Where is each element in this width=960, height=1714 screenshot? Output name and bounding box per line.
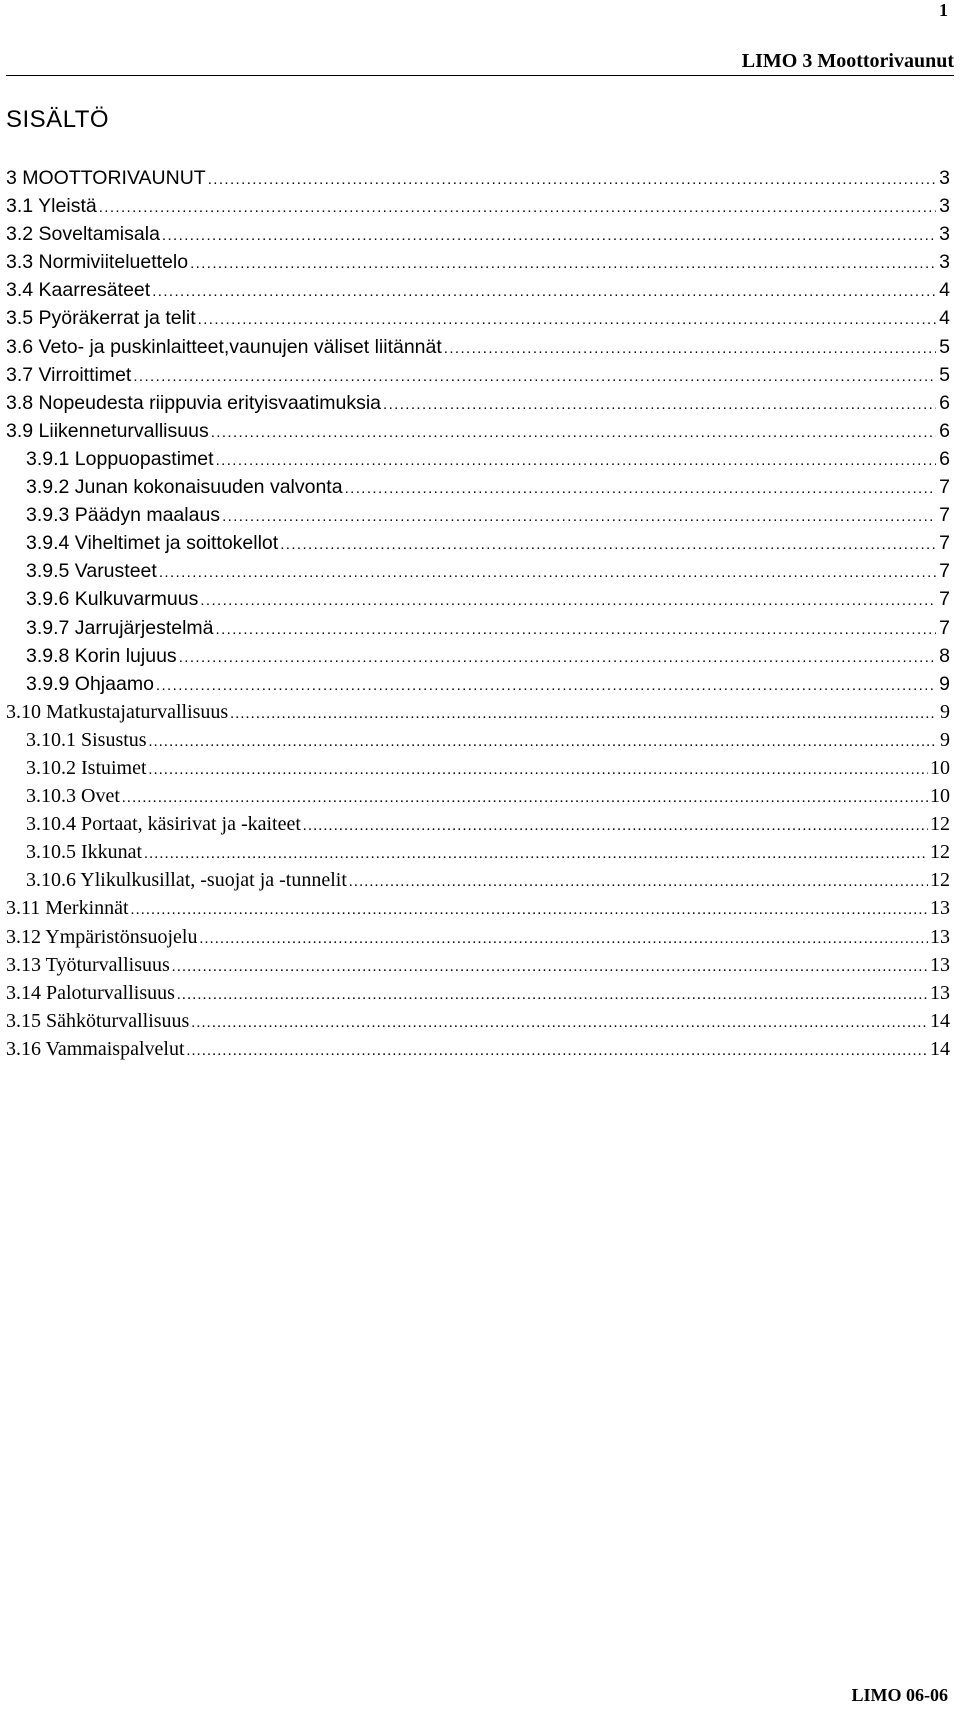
toc-entry[interactable] <box>6 192 950 220</box>
toc-entry[interactable] <box>6 1035 950 1063</box>
toc-entry-page: 7 <box>939 476 950 499</box>
toc-entry-page: 9 <box>940 700 950 723</box>
toc-entry[interactable] <box>6 361 950 389</box>
toc-entry-label: 3.10.2 Istuimet <box>26 756 147 779</box>
toc-entry[interactable] <box>6 923 950 951</box>
toc-entry-page: 5 <box>939 335 950 358</box>
toc-entry[interactable] <box>6 642 950 670</box>
toc-entry[interactable] <box>6 782 950 810</box>
toc-dot-leader <box>177 981 928 1009</box>
toc-entry-page: 10 <box>930 756 950 779</box>
toc-dot-leader <box>162 222 936 250</box>
toc-entry-label: 3.14 Paloturvallisuus <box>6 981 175 1004</box>
toc-entry-page: 8 <box>939 644 950 667</box>
toc-entry-label: 3.10.4 Portaat, käsirivat ja -kaiteet <box>26 813 301 836</box>
toc-entry-page: 7 <box>939 532 950 555</box>
toc-entry-label: 3.13 Työturvallisuus <box>6 953 170 976</box>
toc-dot-leader <box>230 700 936 728</box>
toc-entry-label: 3.15 Sähköturvallisuus <box>6 1009 190 1032</box>
toc-dot-leader <box>99 194 936 222</box>
toc-entry-label: 3.3 Normiviiteluettelo <box>6 251 189 274</box>
toc-entry-page: 6 <box>939 391 950 414</box>
toc-entry[interactable] <box>6 417 950 445</box>
toc-entry-label: 3.9.9 Ohjaamo <box>26 672 154 695</box>
header-divider <box>6 75 954 76</box>
toc-entry-page: 12 <box>930 813 950 836</box>
toc-entry-label: 3.6 Veto- ja puskinlaitteet,vaunujen väliset liitännät <box>6 335 442 358</box>
toc-entry-label: 3.1 Yleistä <box>6 195 97 218</box>
toc-entry[interactable] <box>6 248 950 276</box>
toc-entry-label: 3.9.6 Kulkuvarmuus <box>26 588 199 611</box>
toc-entry-page: 12 <box>930 841 950 864</box>
toc-dot-leader <box>159 559 936 587</box>
toc-entry-page: 13 <box>930 953 950 976</box>
toc-entry[interactable] <box>6 726 950 754</box>
running-header: LIMO 3 Moottorivaunut <box>741 50 954 72</box>
toc-entry-page: 14 <box>930 1009 950 1032</box>
toc-entry-page: 10 <box>930 785 950 808</box>
toc-entry-label: 3.9.7 Jarrujärjestelmä <box>26 616 214 639</box>
toc-entry[interactable] <box>6 810 950 838</box>
toc-dot-leader <box>216 616 937 644</box>
toc-dot-leader <box>349 868 928 896</box>
toc-entry-page: 3 <box>939 195 950 218</box>
toc-entry-page: 14 <box>930 1037 950 1060</box>
toc-entry[interactable] <box>6 220 950 248</box>
toc-dot-leader <box>190 250 936 278</box>
toc-entry-page: 13 <box>930 897 950 920</box>
toc-entry-page: 7 <box>939 504 950 527</box>
toc-entry-label: 3.10 Matkustajaturvallisuus <box>6 700 229 723</box>
toc-entry[interactable] <box>6 979 950 1007</box>
toc-dot-leader <box>280 531 936 559</box>
toc-entry-label: 3.4 Kaarresäteet <box>6 279 151 302</box>
toc-entry-page: 9 <box>939 672 950 695</box>
table-of-contents <box>6 164 950 1063</box>
toc-entry-page: 7 <box>939 560 950 583</box>
toc-dot-leader <box>149 756 928 784</box>
toc-dot-leader <box>198 306 936 334</box>
toc-entry-label: 3.11 Merkinnät <box>6 897 129 920</box>
toc-entry[interactable] <box>6 698 950 726</box>
toc-entry-page: 13 <box>930 981 950 1004</box>
toc-entry-page: 3 <box>939 251 950 274</box>
toc-entry-page: 7 <box>939 588 950 611</box>
toc-entry-label: 3.7 Virroittimet <box>6 363 132 386</box>
toc-entry-page: 7 <box>939 616 950 639</box>
toc-entry-label: 3.5 Pyöräkerrat ja telit <box>6 307 196 330</box>
toc-entry[interactable] <box>6 389 950 417</box>
toc-dot-leader <box>345 475 936 503</box>
toc-entry-label: 3.9.4 Viheltimet ja soittokellot <box>26 532 279 555</box>
toc-entry[interactable] <box>6 838 950 866</box>
toc-dot-leader <box>133 363 936 391</box>
toc-dot-leader <box>156 672 936 700</box>
toc-entry-label: 3.9.5 Varusteet <box>26 560 157 583</box>
toc-entry-page: 3 <box>939 167 950 189</box>
page-number: 1 <box>939 0 948 20</box>
toc-entry-label: 3.2 Soveltamisala <box>6 223 160 246</box>
toc-entry-label: 3.9.3 Päädyn maalaus <box>26 504 221 527</box>
toc-entry-page: 6 <box>939 419 950 442</box>
toc-dot-leader <box>222 503 936 531</box>
toc-entry[interactable] <box>6 585 950 613</box>
toc-entry-label: 3 MOOTTORIVAUNUT <box>6 167 206 189</box>
toc-entry-page: 5 <box>939 363 950 386</box>
toc-dot-leader <box>199 925 928 953</box>
toc-dot-leader <box>383 391 936 419</box>
toc-entry-label: 3.10.5 Ikkunat <box>26 841 143 864</box>
toc-entry-label: 3.16 Vammaispalvelut <box>6 1037 185 1060</box>
toc-entry[interactable] <box>6 164 950 192</box>
toc-entry-page: 12 <box>930 869 950 892</box>
toc-dot-leader <box>122 784 928 812</box>
toc-entry[interactable] <box>6 333 950 361</box>
toc-entry[interactable] <box>6 304 950 332</box>
toc-entry[interactable] <box>6 557 950 585</box>
toc-dot-leader <box>191 1009 928 1037</box>
toc-entry-label: 3.9.8 Korin lujuus <box>26 644 177 667</box>
toc-entry-label: 3.10.1 Sisustus <box>26 728 147 751</box>
toc-entry-page: 6 <box>939 447 950 470</box>
toc-entry-label: 3.10.3 Ovet <box>26 785 120 808</box>
toc-dot-leader <box>303 812 928 840</box>
toc-dot-leader <box>211 419 936 447</box>
toc-entry-page: 13 <box>930 925 950 948</box>
toc-title: SISÄLTÖ <box>6 106 110 133</box>
toc-entry[interactable] <box>6 754 950 782</box>
toc-entry[interactable] <box>6 501 950 529</box>
toc-entry[interactable] <box>6 473 950 501</box>
toc-entry-page: 4 <box>939 307 950 330</box>
toc-dot-leader <box>444 335 936 363</box>
toc-entry-label: 3.12 Ympäristönsuojelu <box>6 925 198 948</box>
toc-dot-leader <box>144 840 928 868</box>
toc-entry[interactable] <box>6 529 950 557</box>
toc-entry-page: 3 <box>939 223 950 246</box>
toc-entry-label: 3.9 Liikenneturvallisuus <box>6 419 209 442</box>
toc-dot-leader <box>172 953 928 981</box>
toc-dot-leader <box>152 278 936 306</box>
toc-entry-page: 9 <box>940 728 950 751</box>
toc-entry-label: 3.10.6 Ylikulkusillat, -suojat ja -tunnelit <box>26 869 347 892</box>
toc-entry-label: 3.8 Nopeudesta riippuvia erityisvaatimuksia <box>6 391 382 414</box>
toc-entry[interactable] <box>6 894 950 922</box>
toc-dot-leader <box>179 644 936 672</box>
toc-dot-leader <box>200 587 936 615</box>
toc-entry[interactable] <box>6 670 950 698</box>
toc-entry-page: 4 <box>939 279 950 302</box>
toc-dot-leader <box>216 447 936 475</box>
toc-dot-leader <box>131 896 928 924</box>
page-footer: LIMO 06-06 <box>851 1685 948 1705</box>
toc-entry[interactable] <box>6 951 950 979</box>
toc-entry[interactable] <box>6 866 950 894</box>
toc-dot-leader <box>187 1037 929 1065</box>
toc-entry-label: 3.9.2 Junan kokonaisuuden valvonta <box>26 476 343 499</box>
toc-entry[interactable] <box>6 276 950 304</box>
toc-entry[interactable] <box>6 1007 950 1035</box>
toc-entry[interactable] <box>6 614 950 642</box>
toc-dot-leader <box>149 728 936 756</box>
toc-entry[interactable] <box>6 445 950 473</box>
toc-dot-leader <box>208 166 936 194</box>
toc-entry-label: 3.9.1 Loppuopastimet <box>26 447 214 470</box>
